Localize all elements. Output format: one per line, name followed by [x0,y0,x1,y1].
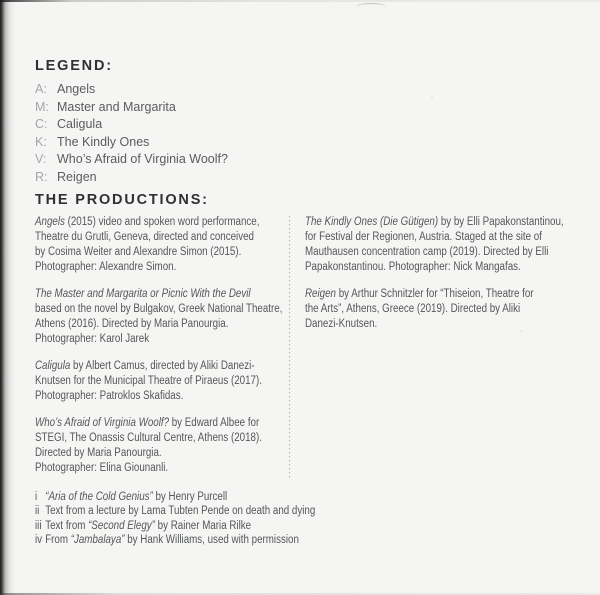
text-segment: STEGI, The Onassis Cultural Centre, Athens (2018). [35,432,262,444]
text-segment: From [45,533,71,546]
text-segment: for Festival der Regionen, Austria. Staged at the site of [305,231,542,243]
italic-title-text: “Jambalaya” [70,533,125,546]
legend-item [35,134,228,152]
text-segment: the Arts”, Athens, Greece (2019). Directed by Aliki [305,303,521,315]
scan-speck [431,96,433,98]
legend-title: Caligula [57,117,103,131]
italic-title-text: The Kindly Ones (Die Gütigen) [305,216,439,228]
legend-item [35,81,228,99]
legend-key: R: [35,169,48,184]
legend-item [35,169,228,187]
text-segment: Papakonstantinou. Photographer: Nick Mangafas. [305,261,521,273]
text-segment: by Cosima Weiter and Alexandre Simon (2015). [35,246,242,258]
production-paragraph [35,416,300,476]
footnote-item [35,533,401,547]
italic-title-text: “Aria of the Cold Genius” [45,491,153,503]
footnotes-list [35,490,401,547]
legend-key: M: [35,99,49,114]
text-segment: Directed by Maria Panourgia. [35,447,162,459]
text-segment: Photographer: Karol Jarek [35,333,150,345]
legend-title: Reigen [57,169,97,184]
text-segment: by Henry Purcell [152,491,228,503]
text-segment: Athens (2016). Directed by Maria Panourgia. [35,318,229,330]
column-divider [289,216,290,478]
legend-item [35,99,228,117]
footnote-numeral: i [35,491,38,503]
footnote-item [35,504,401,518]
text-segment: based on the novel by Bulgakov, Greek National Theatre, [35,303,283,315]
italic-title-text: Angels [35,216,65,228]
footnote-numeral: iii [35,519,42,532]
legend-key: C: [35,117,48,131]
italic-title-text: “Second Elegy” [88,519,155,532]
legend-item [35,116,228,134]
footnote-item [35,490,401,504]
text-segment: by Edward Albee for [169,417,260,429]
production-paragraph [35,359,300,404]
italic-title-text: Who’s Afraid of Virginia Woolf? [35,417,170,429]
text-segment: Text from [45,519,89,532]
footnote-text [45,490,400,504]
production-paragraph [305,287,579,332]
italic-title-text: Caligula [35,360,71,372]
text-segment: Text from a lecture by Lama Tubten Pende on death and dying [45,505,316,518]
footnote-numeral: iv [35,533,43,546]
scan-speck [356,3,386,11]
legend-title: Angels [57,82,96,96]
production-paragraph [35,215,300,275]
text-segment: by by Elli Papakonstantinou, [438,216,564,228]
text-segment: Danezi-Knutsen. [305,318,378,330]
text-segment: Mauthausen concentration camp (2019). Directed by Elli [305,246,549,258]
legend-key: V: [35,152,47,166]
text-segment: by Rainer Maria Rilke [154,519,252,532]
legend-key: K: [35,134,47,149]
text-segment: Photographer: Alexandre Simon. [35,261,177,273]
text-segment: by Hank Williams, used with permission [124,533,299,546]
legend-key: A: [35,82,47,96]
text-segment: Photographer: Patroklos Skafidas. [35,390,184,402]
page-spine-shadow [0,0,16,595]
production-paragraph [305,215,579,275]
text-segment: Photographer: Elina Giounanli. [35,462,169,474]
legend-title: Who’s Afraid of Virginia Woolf? [57,152,228,166]
footnote-text [45,519,400,533]
text-segment: by Albert Camus, directed by Aliki Danezi- [70,360,255,372]
footnote-item [35,519,401,533]
productions-heading: THE PRODUCTIONS: [35,192,209,208]
footnote-numeral: ii [35,505,40,518]
footnote-text [45,504,400,518]
legend-heading: LEGEND: [35,58,113,74]
scan-top-edge [0,0,600,2]
production-paragraph [35,287,300,347]
productions-left-column [35,215,300,488]
legend-item [35,151,228,169]
footnote-text [45,533,400,547]
legend-title: Master and Margarita [57,99,176,114]
text-segment: Knutsen for the Municipal Theatre of Piraeus (2017). [35,375,262,387]
italic-title-text: The Master and Margarita or Picnic With the Devil [35,288,251,300]
legend-list [35,81,228,186]
productions-right-column [305,215,579,344]
text-segment: (2015) video and spoken word performance, [64,216,260,228]
text-segment: by Arthur Schnitzler for “Thiseion, Theatre for [335,288,534,300]
italic-title-text: Reigen [305,288,336,300]
text-segment: Theatre du Grutli, Geneva, directed and conceived [35,231,254,243]
legend-title: The Kindly Ones [57,134,150,149]
